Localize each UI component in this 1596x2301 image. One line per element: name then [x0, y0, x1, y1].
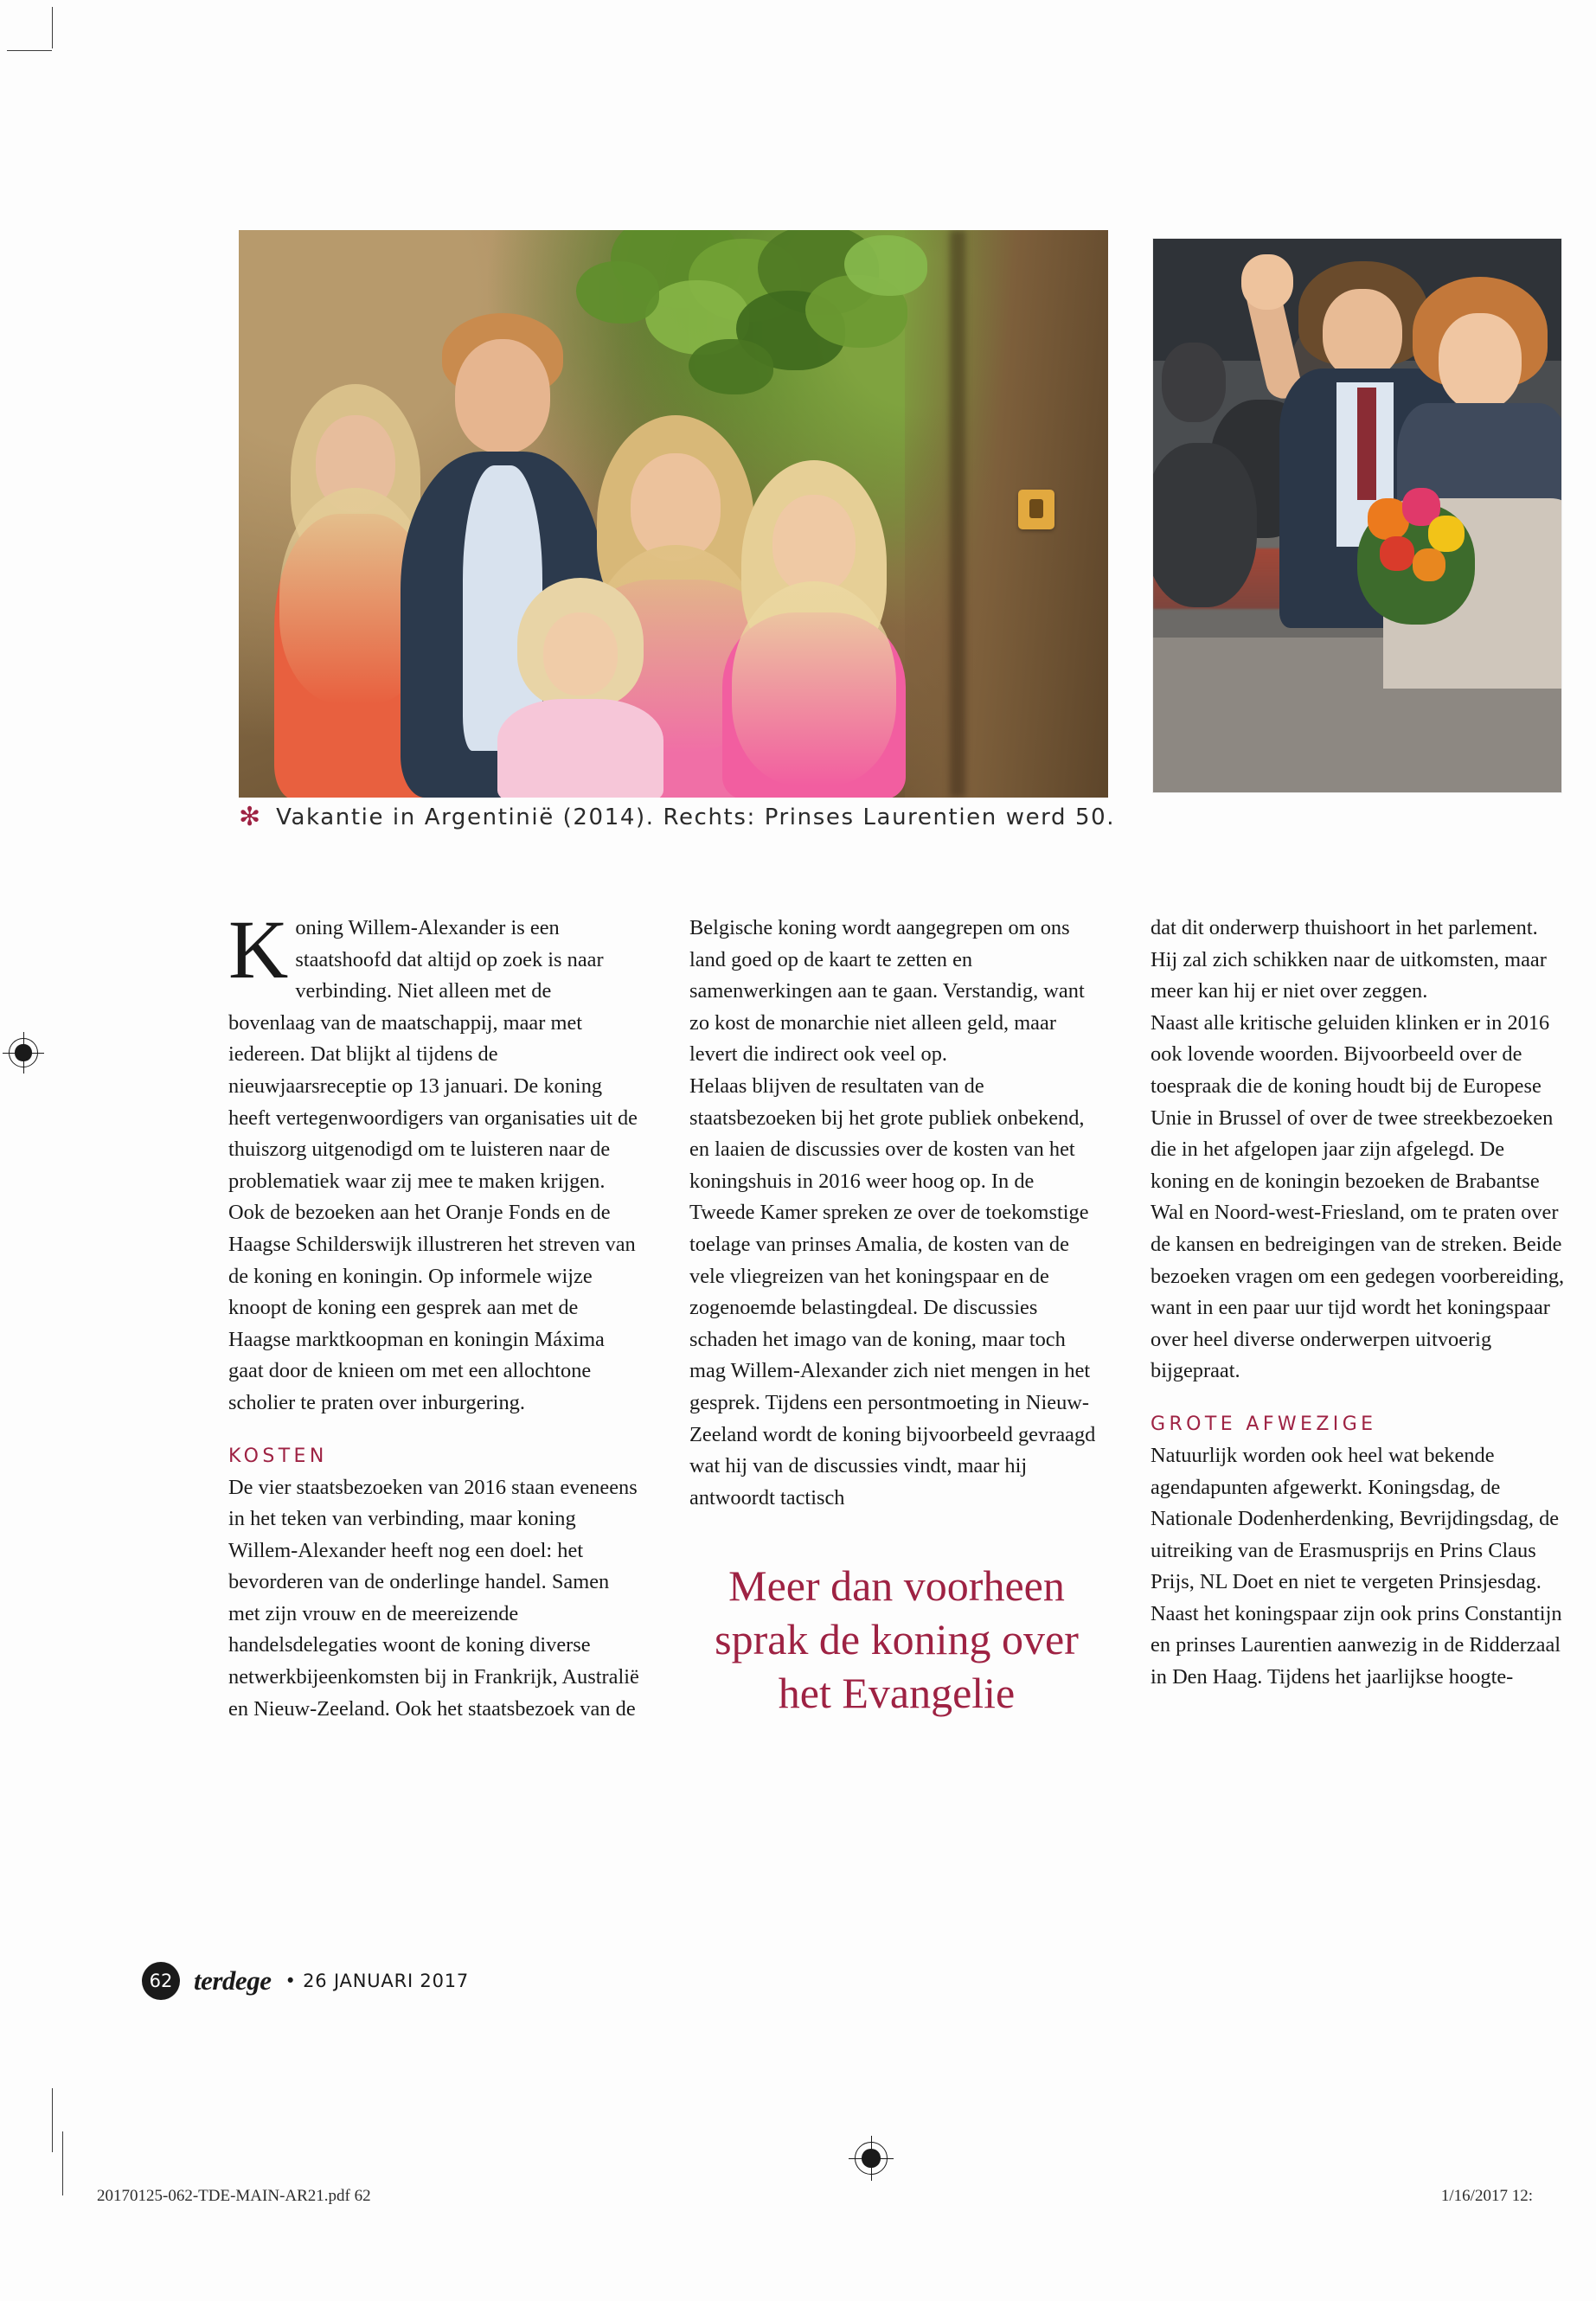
paragraph: Belgische koning wordt aangegrepen om ons land goed op de kaart te zetten en samenwerkingen aan te gaan. Verstandig, want zo kost de monarchie niet alleen geld, maar levert die indirect ook veel op.: [689, 916, 1085, 1067]
crop-mark-top-left-vertical: [52, 7, 53, 48]
crop-mark-top-left-horizontal: [7, 50, 52, 51]
slug-filename: 20170125-062-TDE-MAIN-AR21.pdf 62: [97, 2187, 371, 2205]
prepress-slugline: [97, 2187, 1533, 2206]
paragraph: dat dit onderwerp thuishoort in het parlement. Hij zal zich schikken naar de uitkomsten, maar meer kan hij er niet over zeggen.: [1151, 916, 1547, 1003]
wooden-sign-icon: [1018, 490, 1054, 529]
page-number-badge: 62: [142, 1962, 180, 2000]
issue-date: • 26 JANUARI 2017: [285, 1971, 470, 1991]
photo-caption: [239, 804, 1156, 830]
column-1: [228, 903, 643, 1725]
paragraph: De vier staatsbezoeken van 2016 staan eveneens in het teken van verbinding, maar koning Willem-Alexander heeft nog een doel: het bevorderen van de onderlinge handel. Samen met zijn vrouw en de meereizende handelsdelegaties woont de koning diverse netwerkbijeenkomsten bij in Frankrijk, Australië en Nieuw-Zeeland. Ook het staatsbezoek van de: [228, 1475, 639, 1721]
paragraph-text: oning Willem-Alexander is een staatshoofd dat altijd op zoek is naar verbinding. Niet alleen met de bovenlaag van de maatschappij, maar met iedereen. Dat blijkt al tijdens de nieuwjaarsreceptie op 13 januari. De koning heeft vertegenwoordigers van organisaties uit de thuiszorg uitgenodigd om te luisteren naar de problematiek waar zij mee te maken krijgen.: [228, 916, 638, 1193]
paragraph: Naast het koningspaar zijn ook prins Constantijn en prinses Laurentien aanwezig in de Ridderzaal in Den Haag. Tijdens het jaarlijkse hoogte-: [1151, 1601, 1562, 1689]
paragraph: [228, 903, 643, 1197]
paragraph: Helaas blijven de resultaten van de staatsbezoeken bij het grote publiek onbekend, en laaien de discussies over de kosten van het koningshuis in 2016 weer hoog op. In de Tweede Kamer spreken ze over de toekomstige toelage van prinses Amalia, de kosten van de vele vliegreizen van het koningspaar en de zogenoemde belastingdeal. De discussies schaden het imago van de koning, maar toch mag Willem-Alexander zich niet mengen in het gesprek. Tijdens een persontmoeting in Nieuw-Zeeland wordt de koning bijvoorbeeld gevraagd wat hij van de discussies vindt, maar hij antwoordt tactisch: [689, 1074, 1096, 1509]
article-body: [228, 903, 1565, 1725]
photo-royal-family-argentina: [239, 230, 1108, 798]
registration-mark-bottom: [855, 2142, 888, 2175]
page-footer: [142, 1962, 469, 2000]
registration-mark-left: [9, 1038, 38, 1067]
photo-princess-laurentien: [1153, 239, 1561, 792]
drop-cap: K: [228, 903, 289, 996]
column-3: [1151, 913, 1565, 1725]
section-heading-grote-afwezige: GROTE AFWEZIGE: [1151, 1413, 1377, 1435]
crop-mark-bottom-left-second: [62, 2131, 63, 2195]
slug-timestamp: 1/16/2017 12:: [1440, 2187, 1533, 2205]
star-icon: ✻: [239, 802, 261, 832]
column-2: [689, 913, 1104, 1725]
section-heading-kosten: KOSTEN: [228, 1445, 328, 1467]
crop-mark-bottom-left-vertical: [52, 2088, 53, 2152]
person-figure: [498, 578, 663, 798]
pull-quote: Meer dan voorheen sprak de koning over het Evangelie: [715, 1561, 1079, 1718]
caption-text: Vakantie in Argentinië (2014). Rechts: Prinses Laurentien werd 50.: [276, 804, 1116, 830]
paragraph: Ook de bezoeken aan het Oranje Fonds en de Haagse Schilderswijk illustreren het streven van de koning en koningin. Op informele wijze knoopt de koning een gesprek aan met de Haagse marktkoopman en koningin Máxima gaat door de knieen om met een allochtone scholier te praten over inburgering.: [228, 1201, 636, 1414]
paragraph: Natuurlijk worden ook heel wat bekende agendapunten afgewerkt. Koningsdag, de Nationale Dodenherdenking, Bevrijdingsdag, de uitreiking van de Erasmusprijs en Prins Claus Prijs, NL Doet en niet te vergeten Prinsjesdag.: [1151, 1443, 1560, 1594]
person-figure: [723, 460, 905, 798]
paragraph: Naast alle kritische geluiden klinken er in 2016 ook lovende woorden. Bijvoorbeeld over de toespraak die de koning houdt bij de Europese Unie in Brussel of over de twee streekbezoeken die in het afgelopen jaar zijn afgelegd. De koning en de koningin bezoeken de Brabantse Wal en Noord-west-Friesland, om te praten over de kansen en bedreigingen van de streken. Beide bezoeken vragen om een gedegen voorbereiding, want in een paar uur tijd wordt het koningspaar over heel diverse onderwerpen uitvoerig bijgepraat.: [1151, 1010, 1565, 1383]
magazine-logo: terdege: [194, 1965, 272, 1996]
